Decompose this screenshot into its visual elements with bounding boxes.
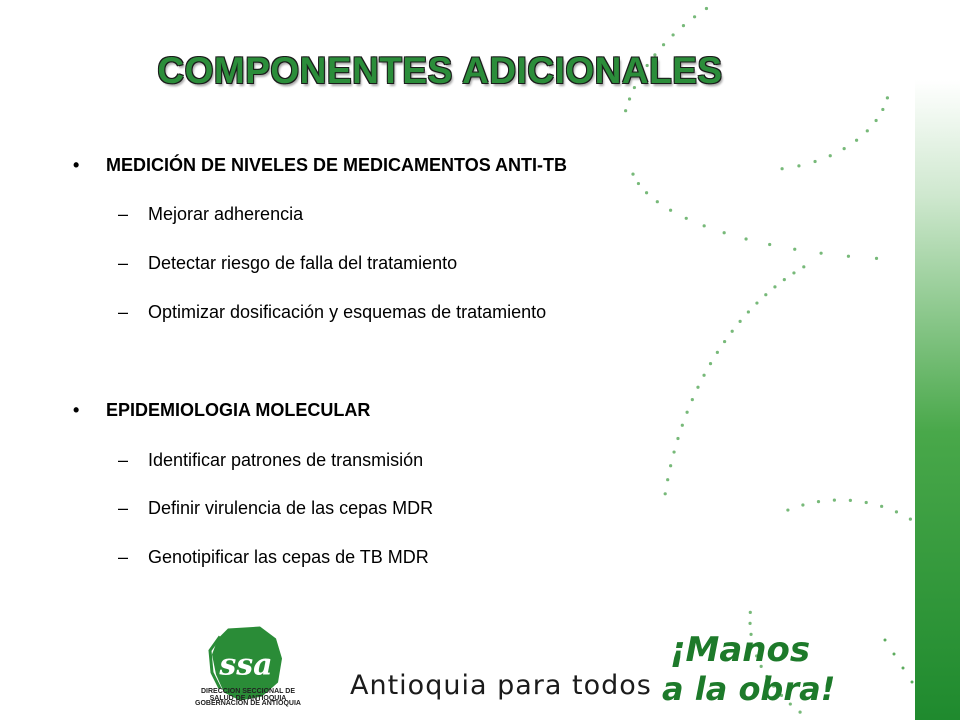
decor-dot — [686, 411, 689, 414]
decor-dot — [693, 15, 696, 18]
decor-dot — [797, 164, 800, 167]
decor-dot — [893, 653, 896, 656]
manos-logo-line1: ¡Manos — [670, 630, 811, 670]
slide-title: COMPONENTES ADICIONALES — [157, 50, 723, 91]
logo-caption-line2: GOBERNACION DE ANTIOQUIA — [195, 700, 301, 707]
decor-dot — [764, 293, 767, 296]
sub-item — [118, 450, 423, 471]
sub-item-text: Definir virulencia de las cepas MDR — [148, 498, 434, 518]
decor-dot — [855, 139, 858, 142]
decor-dot — [813, 160, 816, 163]
decor-dot — [709, 362, 712, 365]
decor-dot — [723, 340, 726, 343]
decor-dot — [849, 499, 852, 502]
sub-item-text: Optimizar dosificación y esquemas de tratamiento — [148, 302, 547, 322]
decor-dot — [682, 24, 685, 27]
decor-dot — [739, 320, 742, 323]
decor-dot — [768, 243, 771, 246]
decor-dot — [829, 154, 832, 157]
decor-dot — [755, 301, 758, 304]
decor-dot — [747, 310, 750, 313]
decor-dot — [669, 209, 672, 212]
decor-dot — [902, 667, 905, 670]
decor-dot — [685, 217, 688, 220]
decor-dot — [773, 285, 776, 288]
green-gradient-stripe — [915, 80, 960, 720]
decor-dot — [843, 147, 846, 150]
decor-dot — [786, 508, 789, 511]
decor-dot — [833, 499, 836, 502]
decor-dot — [669, 464, 672, 467]
sub-item-text: Mejorar adherencia — [148, 204, 304, 224]
sub-item-text: Genotipificar las cepas de TB MDR — [148, 547, 429, 567]
sub-item — [118, 498, 433, 519]
decor-dot — [798, 711, 801, 714]
svg-text:ssa: ssa — [219, 647, 273, 683]
decor-dot — [909, 518, 912, 521]
section-heading: EPIDEMIOLOGIA MOLECULAR — [106, 400, 371, 420]
decor-dot — [662, 43, 665, 46]
decor-dot — [783, 278, 786, 281]
decor-dot — [792, 271, 795, 274]
decor-dot — [705, 7, 708, 10]
sub-item — [118, 253, 457, 274]
dash-marker: – — [118, 204, 129, 224]
decor-dot — [911, 681, 914, 684]
bullet-dot: • — [73, 400, 80, 420]
sub-item-text: Detectar riesgo de falla del tratamiento — [148, 253, 458, 273]
decor-dot — [702, 374, 705, 377]
decor-dot — [691, 398, 694, 401]
decor-dot — [666, 478, 669, 481]
decor-dot — [865, 501, 868, 504]
dash-marker: – — [118, 547, 129, 567]
decor-dot — [895, 510, 898, 513]
bullet-heading-1 — [73, 155, 567, 176]
sub-item — [118, 547, 429, 568]
decor-dot — [884, 639, 887, 642]
decor-dot — [672, 450, 675, 453]
decor-dot — [671, 33, 674, 36]
decor-dot — [676, 437, 679, 440]
sub-item-text: Identificar patrones de transmisión — [148, 450, 424, 470]
dash-marker: – — [118, 302, 129, 322]
manos-logo-line2: a la obra! — [662, 670, 836, 708]
decor-dot — [875, 257, 878, 260]
decor-dot — [880, 505, 883, 508]
decor-dot — [780, 167, 783, 170]
decor-dot — [716, 351, 719, 354]
decor-dot — [817, 500, 820, 503]
decor-dot — [645, 191, 648, 194]
decor-dot — [866, 129, 869, 132]
decor-dot — [664, 492, 667, 495]
dash-marker: – — [118, 498, 129, 518]
sub-item — [118, 204, 303, 225]
decor-dot — [723, 231, 726, 234]
decor-dot — [624, 109, 627, 112]
decor-dot — [696, 386, 699, 389]
decor-dot — [847, 255, 850, 258]
decor-dot — [731, 330, 734, 333]
decor-dot — [656, 200, 659, 203]
decor-dot — [637, 182, 640, 185]
bullet-heading-2 — [73, 400, 370, 421]
dash-marker: – — [118, 450, 129, 470]
decor-dot — [886, 96, 889, 99]
decor-dot — [881, 108, 884, 111]
logo-caption-line1: DIRECCION SECCIONAL DE SALUD DE ANTIOQUIA — [201, 688, 295, 702]
decor-dot — [631, 173, 634, 176]
sub-item — [118, 302, 546, 323]
decor-dot — [819, 252, 822, 255]
dash-marker: – — [118, 253, 129, 273]
decor-dot — [628, 97, 631, 100]
decor-dot — [874, 119, 877, 122]
decor-dot — [749, 611, 752, 614]
bullet-dot: • — [73, 155, 80, 175]
decor-dot — [748, 622, 751, 625]
decor-dot — [703, 224, 706, 227]
section-heading: MEDICIÓN DE NIVELES DE MEDICAMENTOS ANTI-TB — [106, 155, 568, 175]
decor-dot — [801, 503, 804, 506]
decor-dot — [793, 248, 796, 251]
footer-slogan: Antioquia para todos — [350, 670, 652, 701]
decor-dot — [744, 237, 747, 240]
decor-dot — [802, 265, 805, 268]
decor-dot — [681, 424, 684, 427]
